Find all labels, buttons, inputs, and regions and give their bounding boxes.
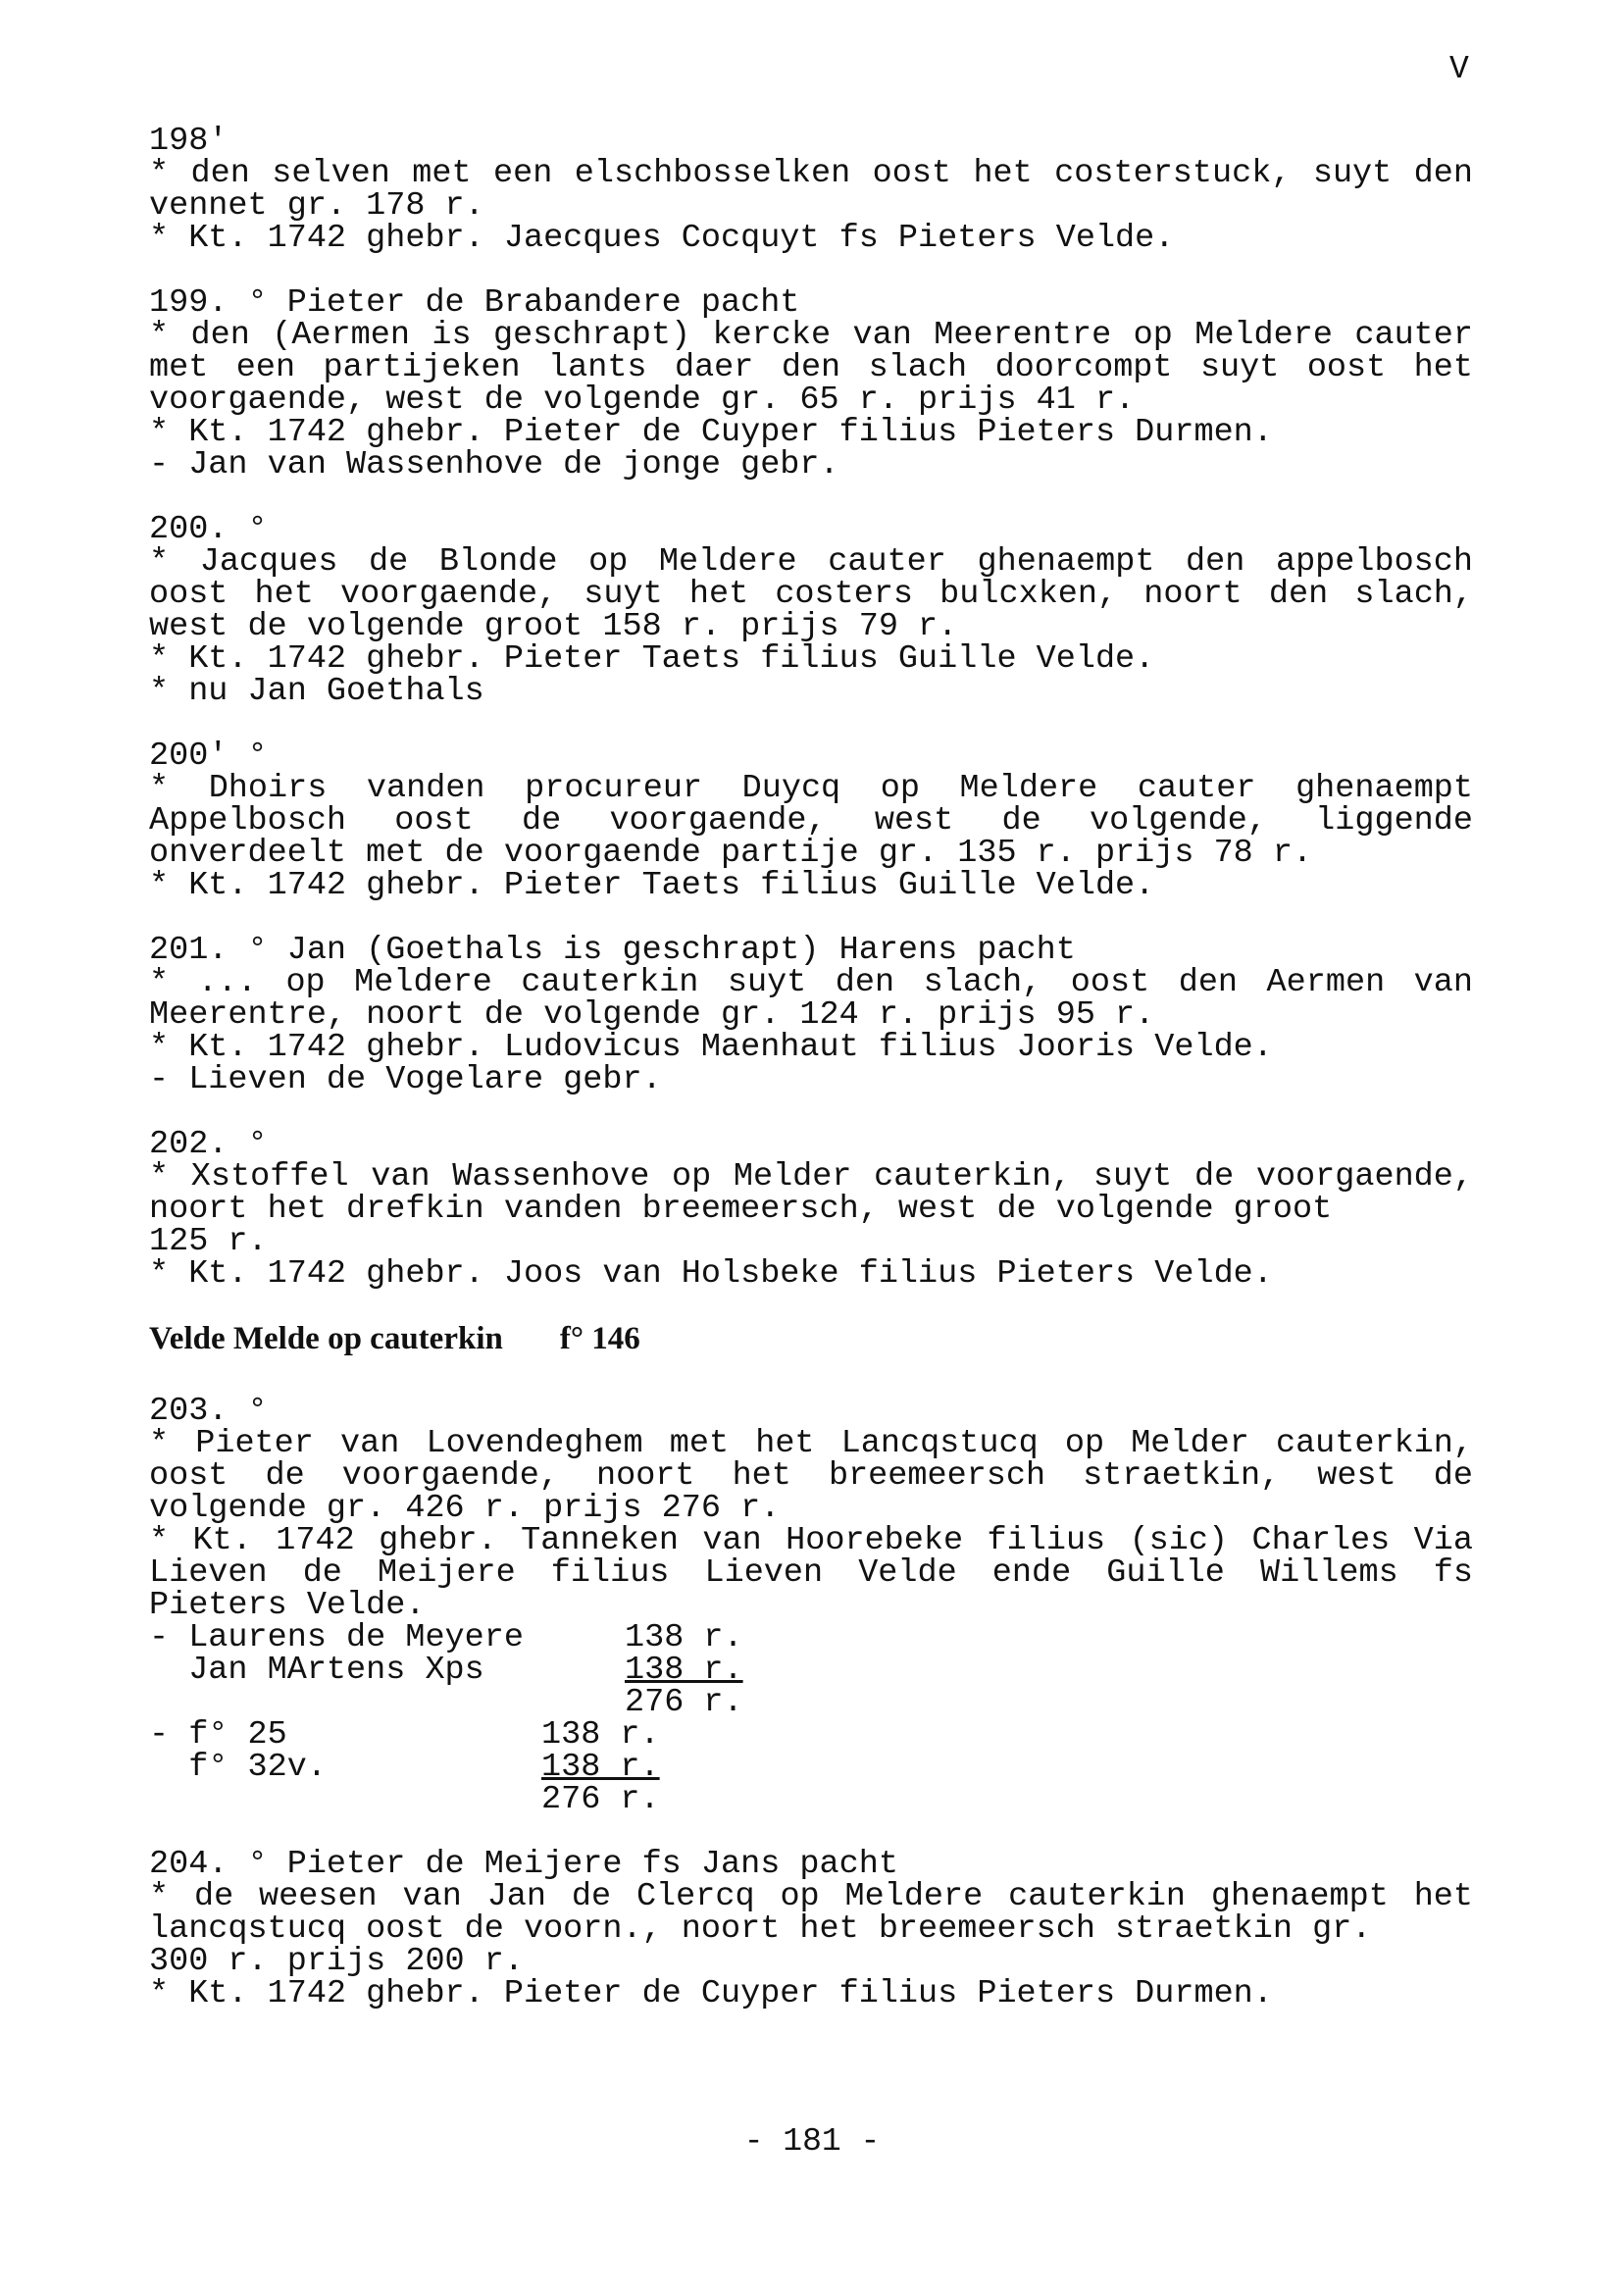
entry-line: Appelbosch oost de voorgaende, west de volgende, liggende [149,802,1473,840]
entry-line: * Kt. 1742 ghebr. Tanneken van Hoorebeke filius (sic) Charles Via [149,1522,1473,1559]
page-number: - 181 - [743,2123,881,2160]
tally-label: Jan MArtens Xps [149,1652,484,1689]
entry-line: - Lieven de Vogelare gebr. [149,1061,662,1098]
tally-label: - Laurens de Meyere [149,1619,524,1656]
tally-value: 138 r. [625,1619,743,1656]
entry-line: Meerentre, noort de volgende gr. 124 r. prijs 95 r. [149,996,1155,1034]
entry-line: * nu Jan Goethals [149,673,484,710]
entry-199 [149,284,1473,484]
entry-198 [149,123,1473,257]
entry-line: * de weesen van Jan de Clercq op Meldere cauterkin ghenaempt het [149,1878,1473,1915]
page-content [149,123,1473,2043]
entry-line: noort het drefkin vanden breemeersch, west de volgende groot [149,1191,1333,1228]
entry-line: 300 r. prijs 200 r. [149,1943,524,1980]
entry-line: oost het voorgaende, suyt het costers bulcxken, noort den slach, [149,576,1473,613]
entry-line: 125 r. [149,1223,268,1260]
tally-value: 138 r. [625,1652,743,1689]
section-title: Velde Melde op cauterkin [149,1321,503,1356]
entry-number: 202. ° [149,1126,268,1163]
entry-200 [149,511,1473,710]
tally-label: f° 32v. [149,1749,327,1786]
tally-value: 138 r. [541,1749,660,1786]
entry-204 [149,1846,1473,2012]
entry-line: Pieters Velde. [149,1587,426,1624]
entry-line: * ... op Meldere cauterkin suyt den slach, oost den Aermen van [149,964,1473,1001]
entry-line: * den (Aermen is geschrapt) kercke van Meerentre op Meldere cauter [149,317,1473,354]
entry-line: voorgaende, west de volgende gr. 65 r. prijs 41 r. [149,382,1136,419]
entry-line: * Kt. 1742 ghebr. Pieter Taets filius Guille Velde. [149,867,1155,904]
entry-number: 199. ° Pieter de Brabandere pacht [149,284,800,322]
entry-line: * Jacques de Blonde op Meldere cauter ghenaempt den appelbosch [149,543,1473,581]
entry-line: * den selven met een elschbosselken oost het costerstuck, suyt den [149,155,1473,192]
entry-line: * Pieter van Lovendeghem met het Lancqstucq op Melder cauterkin, [149,1425,1473,1462]
entry-line: oost de voorgaende, noort het breemeersch straetkin, west de [149,1457,1473,1495]
page-marker: V [1449,51,1469,87]
entry-line: * Kt. 1742 ghebr. Pieter Taets filius Guille Velde. [149,640,1155,678]
entry-number: 204. ° Pieter de Meijere fs Jans pacht [149,1846,898,1883]
entry-202 [149,1126,1473,1293]
entry-line: * Dhoirs vanden procureur Duycq op Meldere cauter ghenaempt [149,770,1473,807]
entry-line: * Kt. 1742 ghebr. Joos van Holsbeke filius Pieters Velde. [149,1255,1273,1293]
tally-total: 276 r. [625,1684,743,1721]
entry-line: - Jan van Wassenhove de jonge gebr. [149,446,839,484]
entry-line: vennet gr. 178 r. [149,187,484,225]
entry-number: 201. ° Jan (Goethals is geschrapt) Harens pacht [149,932,1076,969]
entry-line: * Kt. 1742 ghebr. Pieter de Cuyper filius Pieters Durmen. [149,414,1273,451]
entry-number: 198′ [149,123,228,160]
entry-number: 200′ ° [149,738,268,775]
entry-line: west de volgende groot 158 r. prijs 79 r. [149,608,958,645]
entry-200b [149,740,1473,902]
entry-201 [149,932,1473,1098]
entry-line: * Kt. 1742 ghebr. Ludovicus Maenhaut filius Jooris Velde. [149,1029,1273,1066]
section-heading [149,1323,1473,1355]
entry-number: 200. ° [149,511,268,548]
tally-block [149,1716,1473,1818]
entry-line: volgende gr. 426 r. prijs 276 r. [149,1490,781,1527]
entry-line: Lieven de Meijere filius Lieven Velde ende Guille Willems fs [149,1554,1473,1592]
tally-block [149,1619,1473,1721]
entry-line: met een partijeken lants daer den slach doorcompt suyt oost het [149,349,1473,386]
entry-line: * Kt. 1742 ghebr. Pieter de Cuyper filius Pieters Durmen. [149,1975,1273,2012]
entry-line: * Xstoffel van Wassenhove op Melder cauterkin, suyt de voorgaende, [149,1158,1473,1196]
entry-line: * Kt. 1742 ghebr. Jaecques Cocquyt fs Pieters Velde. [149,220,1175,257]
entry-203 [149,1393,1473,1818]
tally-label: - f° 25 [149,1716,287,1754]
entry-number: 203. ° [149,1393,268,1430]
tally-total: 276 r. [541,1781,660,1818]
entry-line: lancqstucq oost de voorn., noort het breemeersch straetkin gr. [149,1910,1372,1948]
folio-reference: f° 146 [559,1321,640,1356]
tally-value: 138 r. [541,1716,660,1754]
entry-line: onverdeelt met de voorgaende partije gr. 135 r. prijs 78 r. [149,835,1313,872]
